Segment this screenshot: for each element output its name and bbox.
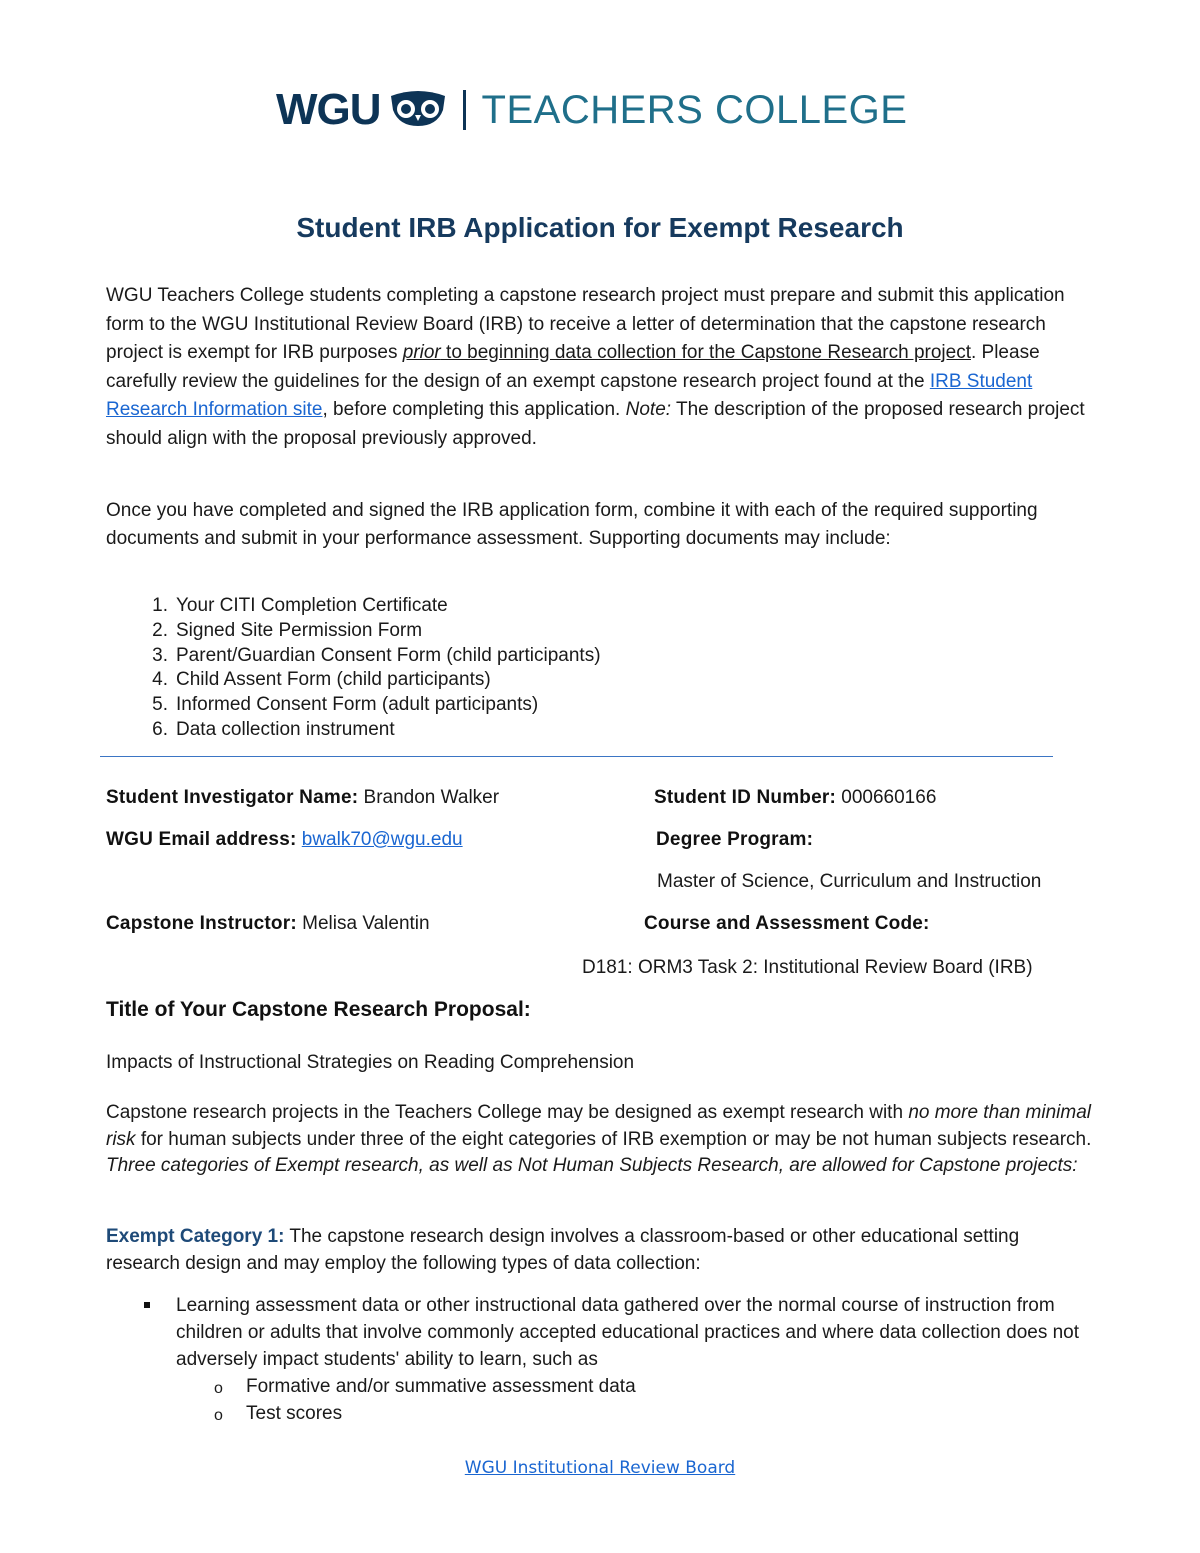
list-text: Child Assent Form (child participants) [176, 669, 491, 691]
intro-paragraph [106, 282, 1096, 453]
sub-bullet-marker: o [214, 1380, 223, 1397]
intro-text: WGU Teachers College students completing a capstone research project must prepare and submit this application form to the WGU Institutional Review Board (IRB) to receive a letter of determination that the capstone research project is exempt for IRB purposes [106, 285, 1065, 363]
minimal-risk-text: no more than minimal risk [106, 1102, 1092, 1150]
field-label: Course and Assessment Code: [644, 913, 930, 934]
intro-text-4: The description of the proposed research project should align with the proposal previously approved. [106, 399, 1085, 449]
college-logo [276, 82, 907, 138]
logo-wgu-text: WGU [276, 85, 381, 134]
data-collection-list [106, 1292, 1086, 1427]
list-item [106, 668, 806, 693]
sub-bullet-text: Formative and/or summative assessment data [246, 1376, 636, 1397]
list-number: 6. [152, 718, 168, 740]
bullet-item: Learning assessment data or other instructional data gathered over the normal course of instruction from children or adults that involve commonly accepted educational practices and where data collection does not adversely impact students' ability to learn, such as [106, 1292, 1086, 1373]
list-number: 3. [152, 644, 168, 666]
exempt-category-1 [106, 1223, 1096, 1277]
field-value: Melisa Valentin [302, 913, 430, 934]
list-text: Informed Consent Form (adult participants) [176, 694, 539, 716]
list-text: Parent/Guardian Consent Form (child participants) [176, 644, 601, 666]
intro-underlined: to beginning data collection for the Capstone Research project [440, 342, 971, 363]
sub-bullet-marker: o [214, 1407, 223, 1424]
documents-list [106, 594, 806, 743]
investigator-name-field [106, 787, 499, 809]
intro-text-3: , before completing this application. [322, 399, 626, 420]
intro-note-label: Note: [625, 399, 672, 420]
field-label: Degree Program: [656, 829, 814, 850]
list-text: Data collection instrument [176, 718, 395, 740]
proposal-heading: Title of Your Capstone Research Proposal: [106, 998, 531, 1021]
categories-text: Capstone research projects in the Teachers College may be designed as exempt research with [106, 1102, 909, 1123]
sub-bullet-item [106, 1400, 1086, 1427]
list-item [106, 644, 806, 669]
exempt-category-label: Exempt Category 1: [106, 1226, 285, 1247]
page-title: Student IRB Application for Exempt Research [296, 212, 904, 243]
logo-divider [463, 90, 466, 130]
section-divider [100, 756, 1053, 757]
list-number: 1. [152, 595, 168, 616]
field-label: Student Investigator Name: [106, 787, 359, 808]
proposal-title: Impacts of Instructional Strategies on Reading Comprehension [106, 1052, 635, 1073]
list-item [106, 594, 806, 619]
list-text: Your CITI Completion Certificate [176, 595, 448, 616]
list-number: 5. [152, 694, 168, 716]
field-label: WGU Email address: [106, 829, 297, 850]
list-number: 4. [152, 669, 168, 691]
exempt-category-text: The capstone research design involves a classroom-based or other educational setting research design and may employ the following types of data collection: [106, 1226, 1020, 1274]
field-label: Capstone Instructor: [106, 913, 297, 934]
supporting-docs-paragraph: Once you have completed and signed the IRB application form, combine it with each of the required supporting documents and submit in your performance assessment. Supporting documents may include: [106, 500, 1038, 549]
email-link[interactable]: bwalk70@wgu.edu [301, 829, 463, 850]
owl-icon [387, 88, 449, 133]
intro-text-2: . Please carefully review the guidelines for the design of an exempt capstone research project found at the [106, 342, 1040, 392]
categories-italic-text: Three categories of Exempt research, as well as Not Human Subjects Research, are allowed for Capstone projects: [106, 1155, 1078, 1176]
field-value: 000660166 [841, 787, 937, 808]
footer-irb-link[interactable]: WGU Institutional Review Board [464, 1458, 736, 1478]
course-code-field [644, 913, 930, 935]
list-item [106, 718, 806, 743]
sub-bullet-text: Test scores [246, 1403, 343, 1424]
list-text: Signed Site Permission Form [176, 619, 423, 641]
irb-info-link[interactable]: IRB Student Research Information site [106, 370, 1033, 420]
course-code-value: D181: ORM3 Task 2: Institutional Review Board (IRB) [582, 957, 1033, 978]
email-field [106, 829, 463, 851]
categories-intro [106, 1100, 1096, 1180]
degree-program-field [656, 829, 813, 851]
list-number: 2. [152, 619, 168, 641]
intro-prior: prior [402, 342, 441, 363]
list-item [106, 693, 806, 718]
degree-program-value: Master of Science, Curriculum and Instruction [657, 871, 1042, 892]
list-item [106, 619, 806, 644]
field-value: Brandon Walker [363, 787, 500, 808]
capstone-instructor-field [106, 913, 430, 935]
student-id-field [654, 787, 936, 809]
footer [0, 1458, 1200, 1478]
logo-college-text: TEACHERS COLLEGE [481, 88, 908, 132]
field-label: Student ID Number: [654, 787, 836, 808]
sub-bullet-item [106, 1373, 1086, 1400]
categories-text-2: for human subjects under three of the eight categories of IRB exemption or may be not human subjects research. [135, 1128, 1092, 1150]
